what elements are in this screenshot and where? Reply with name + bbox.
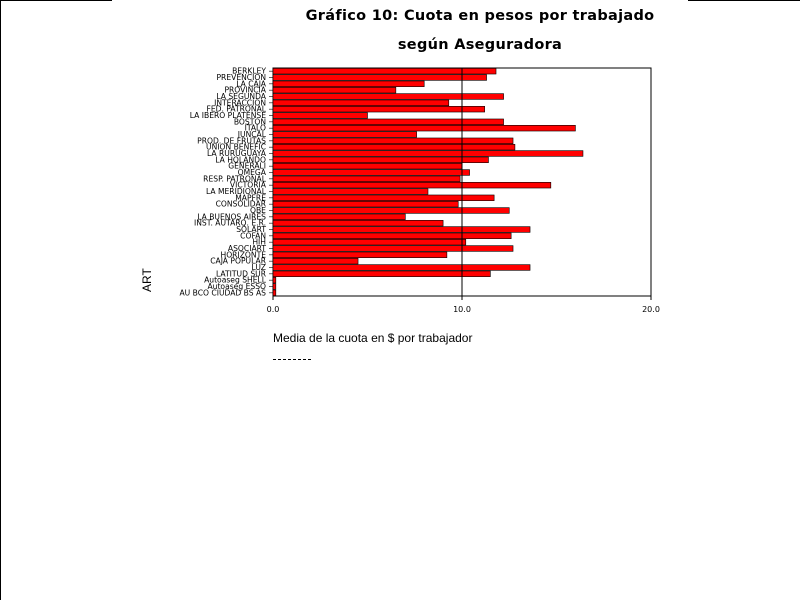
y-tick-label-31: LUZ [251,263,266,272]
bar-33 [273,277,276,283]
y-tick-label-1: PREVENCION [216,73,266,82]
bar-12 [273,144,515,150]
bar-22 [273,208,509,214]
bar-35 [273,290,276,296]
x-tick-label-2: 20.0 [642,305,660,314]
y-tick-label-13: LA RURUGUAYA [207,149,266,158]
y-tick-label-20: MAPFRE [235,193,266,203]
bar-19 [273,189,428,195]
y-tick-label-11: PROD. DE FRUTAS [197,136,266,146]
chart-title-line2: según Aseguradora [397,37,563,53]
bar-31 [273,265,530,271]
y-tick-label-34: Autoaseg ESSO [207,282,266,291]
y-tick-label-27: HIH [252,237,266,247]
bar-24 [273,220,443,226]
y-tick-label-9: ITALO [244,123,266,133]
y-tick-label-14: LA HOLANDO [215,155,266,165]
bar-5 [273,100,449,106]
x-axis-label: Media de la cuota en $ por trabajador [273,331,473,345]
y-tick-label-28: ASOCIART [227,244,266,253]
y-tick-label-29: HORIZONTE [220,250,266,260]
bar-26 [273,233,511,239]
bar-34 [273,284,276,290]
y-tick-label-17: RESP. PATRONAL [203,174,266,184]
x-tick-label-1: 10.0 [453,305,471,314]
bar-16 [273,170,470,176]
y-tick-label-22: QBE [250,206,266,215]
y-tick-label-10: JUNCAL [237,130,266,139]
y-axis-label: ART [140,268,154,292]
y-tick-label-25: SOLART [236,225,266,234]
bar-21 [273,201,458,207]
bar-4 [273,94,504,100]
bar-18 [273,182,551,188]
bar-14 [273,157,488,163]
y-tick-label-8: BOSTON [233,117,266,127]
footnote-mark [273,356,311,360]
bar-32 [273,271,490,277]
y-tick-label-6: FED. PATRONAL [206,104,266,114]
y-tick-label-32: LATITUD SUR [215,269,266,279]
bar-23 [273,214,405,220]
bar-15 [273,163,462,169]
y-tick-label-19: LA MERIDIONAL [205,187,266,196]
bar-27 [273,239,466,245]
bar-10 [273,132,417,138]
x-tick-label-0: 0.0 [266,305,280,314]
bar-8 [273,119,504,125]
y-tick-label-30: CAJA POPULAR [210,256,266,266]
y-tick-label-5: INTERACCION [214,98,266,108]
y-tick-label-4: LA SEGUNDA [216,92,266,101]
bar-17 [273,176,460,182]
bar-13 [273,151,583,157]
chart-title-line1: Gráfico 10: Cuota en pesos por trabajado [305,8,655,24]
y-tick-label-0: BERKLEY [232,66,266,76]
bar-6 [273,106,485,112]
bar-7 [273,113,368,119]
bar-20 [273,195,494,201]
y-tick-label-35: AU BCO CIUDAD BS AS [179,288,266,298]
y-tick-label-16: OMEGA [237,168,266,177]
bar-0 [273,68,496,74]
bar-3 [273,87,396,93]
y-tick-label-26: COFAN [240,231,266,241]
y-tick-label-7: LA IBERO PLATENSE [189,111,266,120]
y-tick-label-23: LA BUENOS AIRES [197,212,266,222]
y-tick-label-21: CONSOLIDAR [215,199,266,209]
y-tick-label-12: UNION BENEFIC [206,142,266,152]
y-tick-label-18: VICTORIA [229,180,266,190]
bar-1 [273,75,487,81]
y-tick-label-15: GENERALI [228,161,266,171]
bar-30 [273,258,358,264]
bar-25 [273,227,530,233]
bar-11 [273,138,513,144]
bar-2 [273,81,424,87]
bar-29 [273,252,447,258]
y-tick-label-2: LA CAJA [236,79,266,89]
bar-28 [273,246,513,252]
y-tick-label-33: Autoaseg SHELL [204,275,266,285]
y-tick-label-24: INST. AUTARQ. E.R. [193,218,266,228]
bar-9 [273,125,575,131]
y-tick-label-3: PROVINCIA [224,85,266,95]
